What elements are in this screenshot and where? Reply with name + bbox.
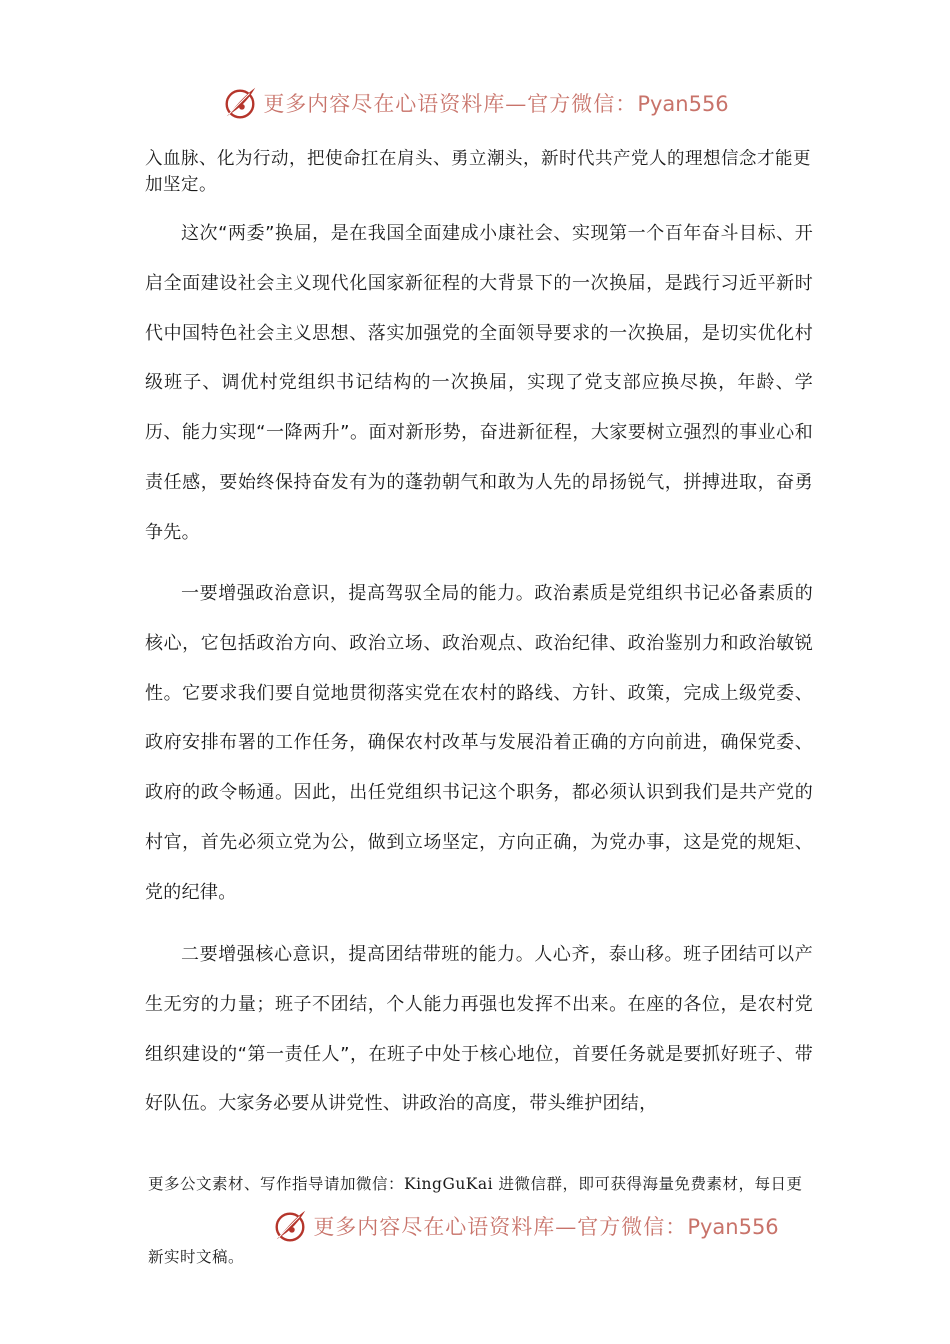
header-watermark-banner — [0, 84, 950, 122]
body-paragraph-1: 这次“两委”换届，是在我国全面建成小康社会、实现第一个百年奋斗目标、开启全面建设社会主义现代化国家新征程的大背景下的一次换届，是践行习近平新时代中国特色社会主义思想、落实加强党的全面领导要求的一次换届，是切实优化村级班子、调优村党组织书记结构的一次换届，实现了党支部应换尽换，年龄、学历、能力实现“一降两升”。面对新形势，奋进新征程，大家要树立强烈的事业心和责任感，要始终保持奋发有为的蓬勃朝气和敢为人先的昂扬锐气，拼搏进取，奋勇争先。 — [145, 223, 813, 543]
watermark-text — [263, 88, 728, 118]
body-paragraph-2: 一要增强政治意识，提高驾驭全局的能力。政治素质是党组织书记必备素质的核心，它包括政治方向、政治立场、政治观点、政治纪律、政治鉴别力和政治敏锐性。它要求我们要自觉地贯彻落实党在农村的路线、方针、政策，完成上级党委、政府安排布署的工作任务，确保农村改革与发展沿着正确的方向前进，确保党委、政府的政令畅通。因此，出任党组织书记这个职务，都必须认识到我们是共产党的村官，首先必须立党为公，做到立场坚定，方向正确，为党办事，这是党的规矩、党的纪律。 — [145, 583, 813, 903]
watermark-wechat-id: Pyan556 — [687, 1215, 779, 1239]
watermark-text-cn: 更多内容尽在心语资料库—官方微信： — [313, 1215, 688, 1239]
watermark-text — [313, 1211, 778, 1241]
watermark-text-cn: 更多内容尽在心语资料库—官方微信： — [263, 92, 638, 116]
footer-watermark-banner — [0, 1207, 950, 1245]
body-paragraph-3: 二要增强核心意识，提高团结带班的能力。人心齐，泰山移。班子团结可以产生无穷的力量；班子不团结，个人能力再强也发挥不出来。在座的各位，是农村党组织建设的“第一责任人”，在班子中处于核心地位，首要任务就是要抓好班子、带好队伍。大家务必要从讲党性、讲政治的高度，带头维护团结， — [145, 944, 813, 1115]
footer-note-line-1: 更多公文素材、写作指导请加微信：KingGuKai 进微信群，即可获得海量免费素材，每日更 — [148, 1175, 803, 1193]
watermark-wechat-id: Pyan556 — [637, 92, 729, 116]
footer-note-line-2: 新实时文稿。 — [148, 1248, 245, 1266]
quill-pen-logo-icon — [271, 1207, 309, 1245]
intro-continuation-text: 入血脉、化为行动，把使命扛在肩头、勇立潮头，新时代共产党人的理想信念才能更加坚定。 — [145, 149, 811, 195]
quill-pen-logo-icon — [221, 84, 259, 122]
